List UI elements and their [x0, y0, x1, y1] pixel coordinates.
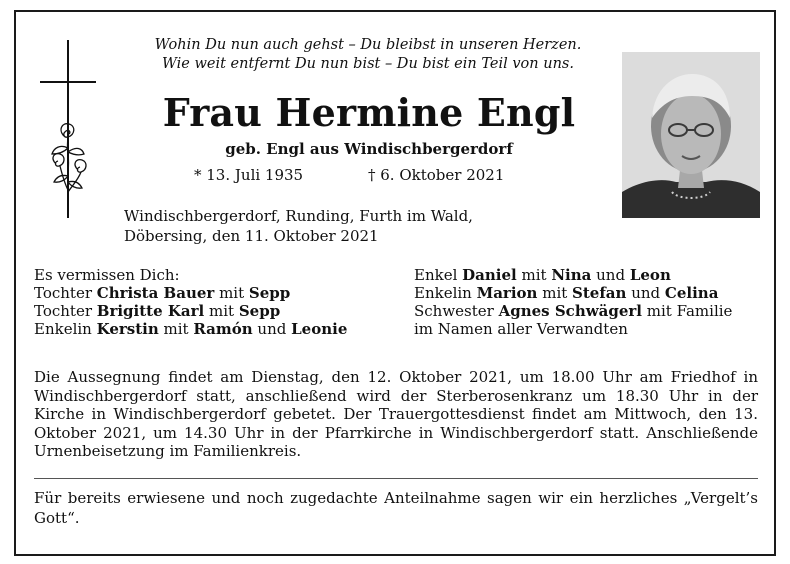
mourner-name: Stefan: [572, 284, 627, 302]
divider: [34, 478, 758, 479]
obituary-notice: [14, 10, 776, 556]
mourner-name: Leonie: [291, 320, 348, 338]
mourner-text: mit: [204, 302, 239, 320]
location-line-1: Windischbergerdorf, Runding, Furth im Wald,: [124, 207, 473, 225]
mourner-text: Es vermissen Dich:: [34, 266, 180, 284]
mourner-text: Tochter: [34, 284, 97, 302]
mourner-text: mit: [158, 320, 194, 338]
birth-date: * 13. Juli 1935: [194, 166, 304, 184]
mourner-line: [414, 320, 732, 338]
death-date: † 6. Oktober 2021: [368, 166, 505, 184]
mourner-name: Christa Bauer: [96, 284, 215, 302]
mourner-text: und: [626, 284, 665, 302]
mourner-text: im Namen aller Verwandten: [414, 320, 628, 338]
mourner-line: [414, 284, 732, 302]
mourner-name: Sepp: [248, 284, 291, 302]
cross-with-roses-icon: [38, 40, 98, 220]
mourner-text: mit Familie: [642, 302, 733, 320]
mourner-text: Tochter: [34, 302, 97, 320]
motto: [128, 36, 608, 74]
mourner-line: [34, 284, 347, 302]
mourner-name: Agnes Schwägerl: [498, 302, 642, 320]
mourner-text: mit: [537, 284, 573, 302]
mourner-line: [414, 266, 732, 284]
mourner-line: [34, 266, 347, 284]
mourner-name: Celina: [664, 284, 719, 302]
mourners-left-column: [34, 266, 347, 338]
motto-line-2: Wie weit entfernt Du nun bist – Du bist ein Teil von uns.: [162, 56, 574, 72]
mourner-line: [34, 302, 347, 320]
deceased-name: Frau Hermine Engl: [162, 90, 576, 135]
mourner-name: Marion: [476, 284, 538, 302]
thanks-text: Für bereits erwiesene und noch zugedachte Anteilnahme sagen wir ein herzliches „Vergelt’s Gott“.: [34, 489, 758, 527]
mourner-text: und: [591, 266, 630, 284]
mourner-line: [414, 302, 732, 320]
mourner-text: Enkel: [414, 266, 463, 284]
place-and-date: [124, 206, 544, 246]
maiden-name: geb. Engl aus Windischbergerdorf: [225, 140, 513, 158]
mourner-name: Kerstin: [96, 320, 159, 338]
mourners-right-column: [414, 266, 732, 338]
location-line-2: Döbersing, den 11. Oktober 2021: [124, 227, 379, 245]
mourner-text: Schwester: [414, 302, 499, 320]
portrait-photo: [622, 52, 760, 218]
mourner-text: Enkelin: [34, 320, 97, 338]
mourner-name: Sepp: [238, 302, 281, 320]
mourner-text: mit: [516, 266, 552, 284]
funeral-service-text: Die Aussegnung findet am Dienstag, den 12. Oktober 2021, um 18.00 Uhr am Friedhof in Windischbergerdorf statt, anschließend wird der Sterberosenkranz um 18.30 Uhr in der Kirche in Windischbergerdorf gebetet. Der Trauergottesdienst findet am Mittwoch, den 13. Oktober 2021, um 14.30 Uhr in der Pfarrkirche in Windischbergerdorf statt. Anschließende Urnenbeisetzung im Familienkreis.: [34, 368, 758, 460]
mourner-name: Ramón: [193, 320, 253, 338]
mourner-text: und: [252, 320, 292, 338]
mourner-name: Brigitte Karl: [96, 302, 205, 320]
mourner-name: Daniel: [462, 266, 517, 284]
mourner-text: Enkelin: [414, 284, 477, 302]
mourner-name: Leon: [629, 266, 671, 284]
mourner-line: [34, 320, 347, 338]
motto-line-1: Wohin Du nun auch gehst – Du bleibst in unseren Herzen.: [154, 37, 582, 53]
mourner-name: Nina: [551, 266, 592, 284]
mourner-text: mit: [214, 284, 249, 302]
